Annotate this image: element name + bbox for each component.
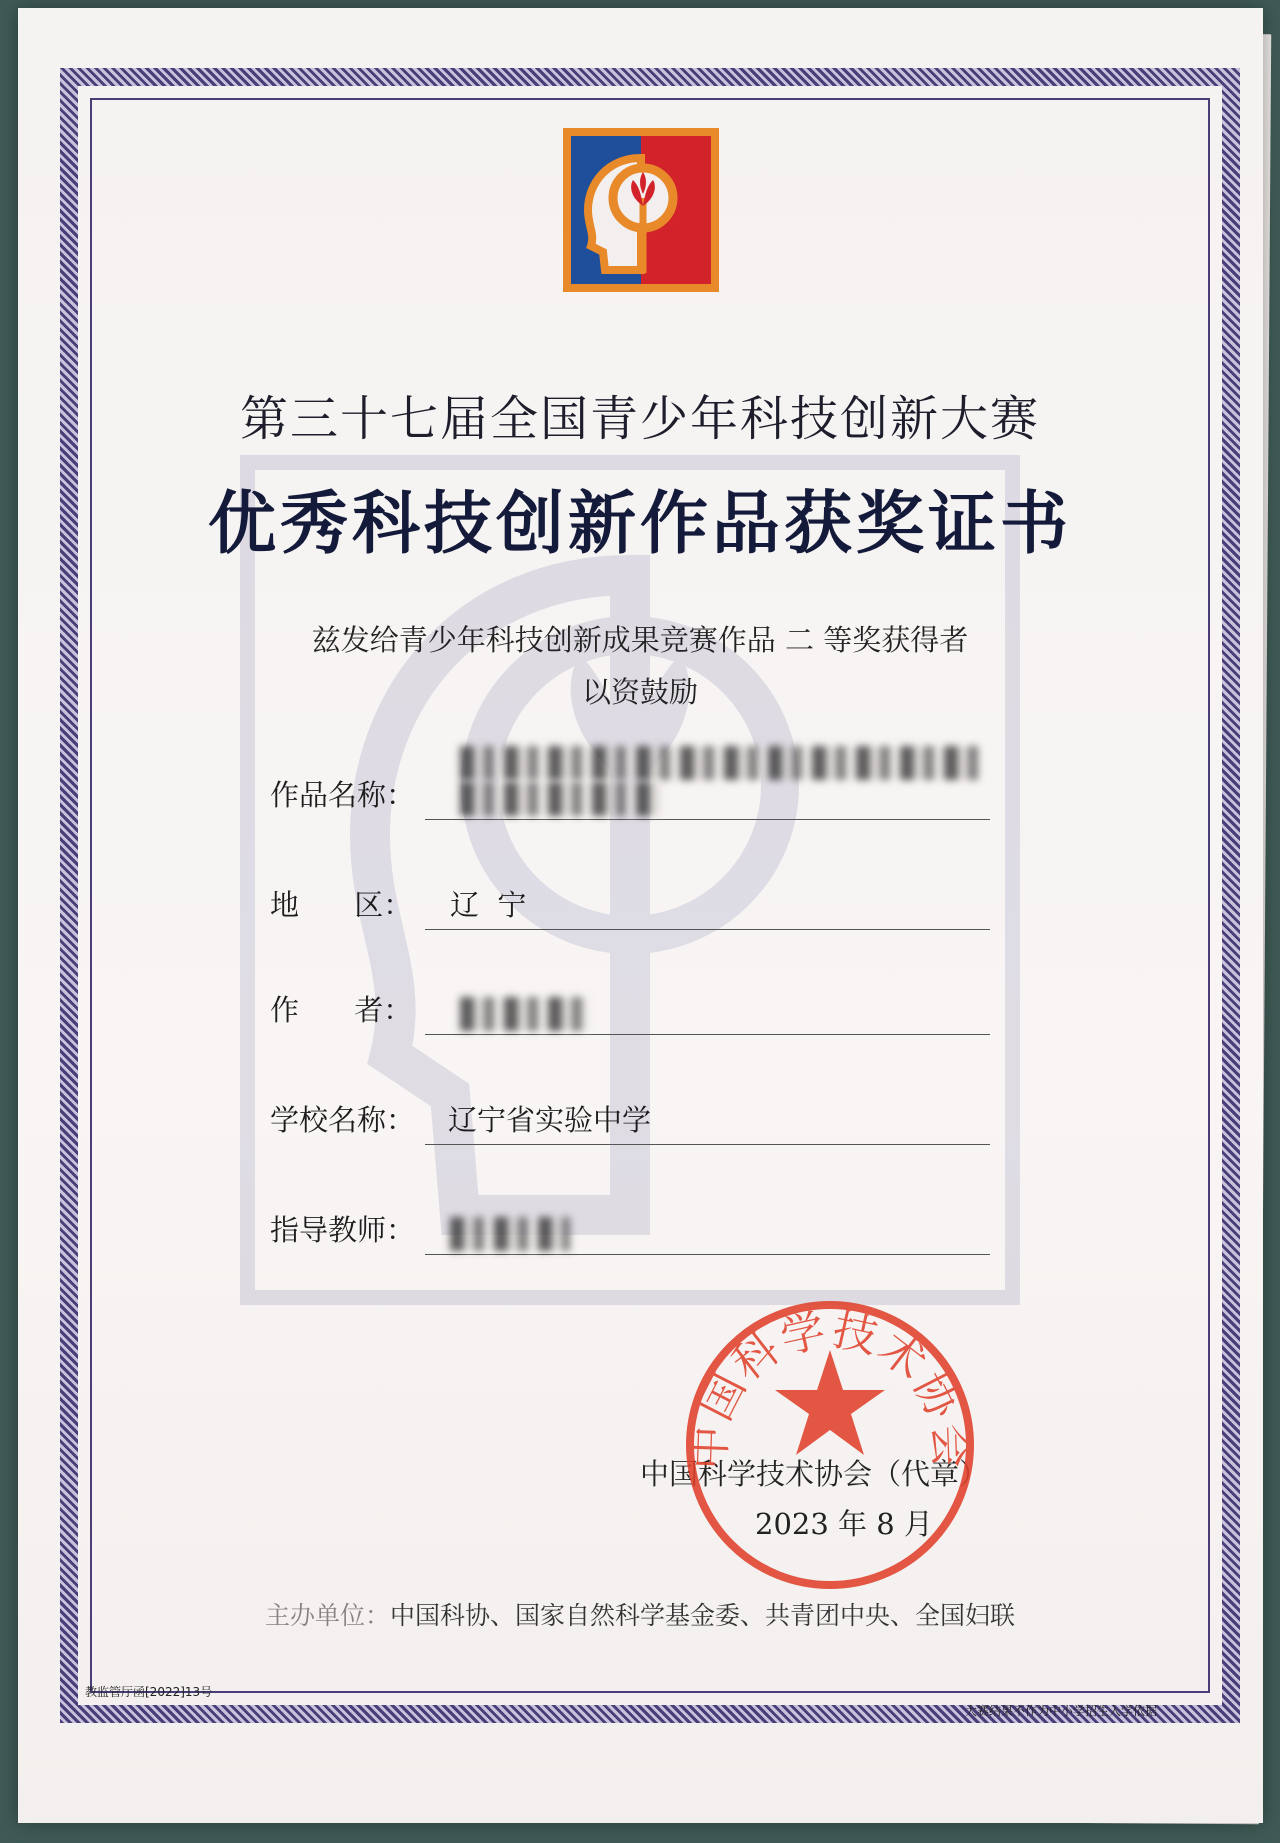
seal-text: 中国科学技术协会 (684, 1304, 976, 1471)
issue-date: 2023 年 8 月 (755, 1507, 933, 1541)
sponsors-list: 中国科协、国家自然科学基金委、共青团中央、全国妇联 (390, 1601, 1016, 1630)
field-school (270, 1085, 990, 1145)
award-statement: 兹发给青少年科技创新成果竞赛作品 二 等奖获得者 (311, 623, 969, 657)
redacted-advisor (450, 1217, 570, 1251)
certificate-title: 优秀科技创新作品获奖证书 (207, 484, 1072, 564)
redacted-work-name-line1 (460, 746, 980, 780)
region-value: 辽 宁 (450, 888, 527, 922)
school-line (425, 1144, 990, 1145)
author-line (425, 1034, 990, 1035)
work-name-line (425, 819, 990, 820)
region-line (425, 929, 990, 930)
school-value: 辽宁省实验中学 (448, 1103, 652, 1137)
advisor-label: 指导教师： (270, 1213, 416, 1247)
field-work-name (270, 760, 990, 820)
school-label: 学校名称： (270, 1103, 416, 1137)
competition-logo (563, 128, 719, 292)
advisor-line (425, 1254, 990, 1255)
competition-title: 第三十七届全国青少年科技创新大赛 (239, 391, 1040, 447)
work-name-label: 作品名称： (270, 778, 416, 812)
field-author (270, 975, 990, 1035)
issuer-organization: 中国科学技术协会（代章） (640, 1457, 989, 1491)
encouragement-text: 以资鼓励 (581, 675, 698, 709)
redacted-author (460, 997, 590, 1031)
region-label: 地 区： (270, 888, 413, 922)
sponsors-label: 主办单位： (264, 1601, 390, 1630)
admission-disclaimer: 大赛结果不作为中小学招生入学依据 (965, 1704, 1158, 1718)
official-seal (680, 1295, 980, 1595)
redacted-work-name-line2 (460, 782, 660, 816)
author-label: 作 者： (270, 993, 413, 1027)
sponsors (0, 1596, 1280, 1632)
field-region (270, 870, 990, 930)
document-reference: 教监管厅函[2022]13号 (85, 1685, 213, 1699)
field-advisor (270, 1195, 990, 1255)
